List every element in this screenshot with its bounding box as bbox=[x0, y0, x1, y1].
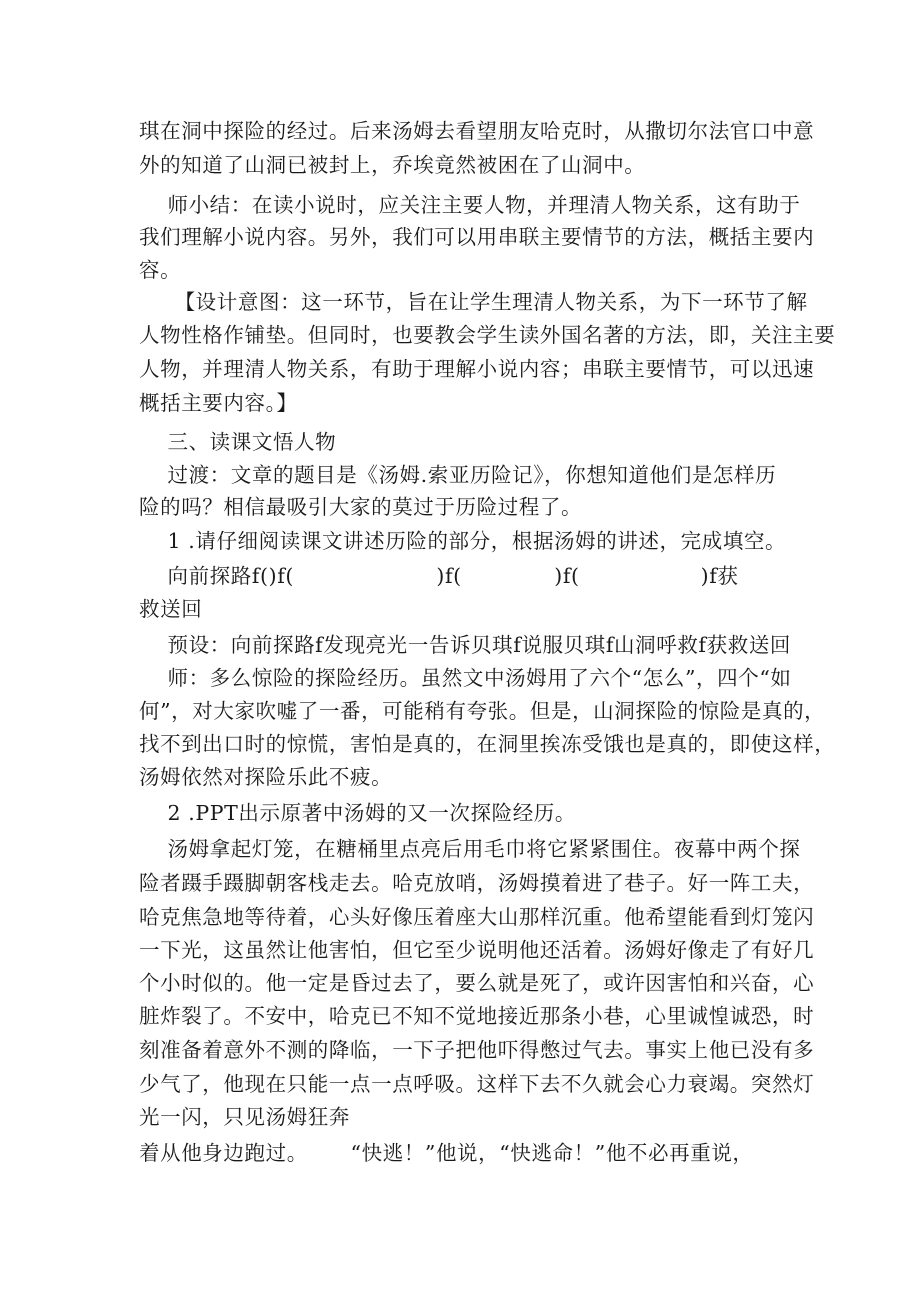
text-line: 外的知道了山洞已被封上，乔埃竟然被困在了山洞中。 bbox=[139, 153, 646, 177]
text-line: 汤姆拿起灯笼，在糖桶里点亮后用毛巾将它紧紧围住。夜幕中两个探 bbox=[139, 837, 801, 861]
text-line: 1 .请仔细阅读课文讲述历险的部分，根据汤姆的讲述，完成填空。 bbox=[139, 529, 787, 553]
text-line: 琪在洞中探险的经过。后来汤姆去看望朋友哈克时，从撒切尔法官口中意 bbox=[139, 119, 815, 143]
text-line: 险的吗？相信最吸引大家的莫过于历险过程了。 bbox=[139, 495, 583, 519]
text-line: 我们理解小说内容。另外，我们可以用串联主要情节的方法，概括主要内 bbox=[139, 225, 815, 249]
text-line: 师：多么惊险的探险经历。虽然文中汤姆用了六个“怎么”，四个“如 bbox=[139, 666, 792, 690]
text-line: 个小时似的。他一定是昏过去了，要么就是死了，或许因害怕和兴奋，心 bbox=[139, 971, 815, 995]
text-line: 险者蹑手蹑脚朝客栈走去。哈克放哨，汤姆摸着进了巷子。好一阵工夫， bbox=[139, 871, 815, 895]
text-line: 2 .PPT出示原著中汤姆的又一次探险经历。 bbox=[139, 801, 576, 825]
text-line: 人物性格作铺垫。但同时，也要教会学生读外国名著的方法，即，关注主要 bbox=[139, 323, 836, 347]
text-line: 【设计意图：这一环节，旨在让学生理清人物关系，为下一环节了解 bbox=[139, 290, 808, 314]
text-line: 救送回 bbox=[139, 597, 203, 621]
text-line: 人物，并理清人物关系，有助于理解小说内容；串联主要情节，可以迅速 bbox=[139, 357, 815, 381]
text-line: 预设：向前探路f发现亮光一告诉贝琪f说服贝琪f山洞呼救f获救送回 bbox=[139, 633, 792, 657]
text-line: 光一闪，只见汤姆狂奔 bbox=[139, 1105, 350, 1129]
text-line: 过渡：文章的题目是《汤姆.索亚历险记》，你想知道他们是怎样历 bbox=[139, 463, 777, 487]
section-heading: 三、读课文悟人物 bbox=[139, 430, 337, 454]
text-line: 概括主要内容。】 bbox=[139, 391, 298, 415]
text-line: 容。 bbox=[139, 258, 182, 282]
text-line: 脏炸裂了。不安中，哈克已不知不觉地接近那条小巷，心里诚惶诚恐，时 bbox=[139, 1004, 815, 1028]
text-line: 哈克焦急地等待着，心头好像压着座大山那样沉重。他希望能看到灯笼闪 bbox=[139, 905, 815, 929]
text-line: 少气了，他现在只能一点一点呼吸。这样下去不久就会心力衰竭。突然灯 bbox=[139, 1072, 815, 1096]
text-line: 找不到出口时的惊慌，害怕是真的，在洞里挨冻受饿也是真的，即使这样， bbox=[139, 732, 836, 756]
text-line: 何”，对大家吹嘘了一番，可能稍有夸张。但是，山洞探险的惊险是真的， bbox=[139, 699, 826, 723]
text-line: 一下光，这虽然让他害怕，但它至少说明他还活着。汤姆好像走了有好几 bbox=[139, 938, 815, 962]
fill-in-blank-line: 向前探路f()f( )f( )f( )f获 bbox=[139, 564, 739, 588]
text-line: 着从他身边跑过。 “快逃！”他说，“快逃命！”他不必再重说， bbox=[139, 1141, 754, 1165]
text-line: 师小结：在读小说时，应关注主要人物，并理清人物关系，这有助于 bbox=[139, 193, 801, 217]
text-line: 刻准备着意外不测的降临，一下子把他吓得憋过气去。事实上他已没有多 bbox=[139, 1038, 815, 1062]
text-line: 汤姆依然对探险乐此不疲。 bbox=[139, 765, 393, 789]
